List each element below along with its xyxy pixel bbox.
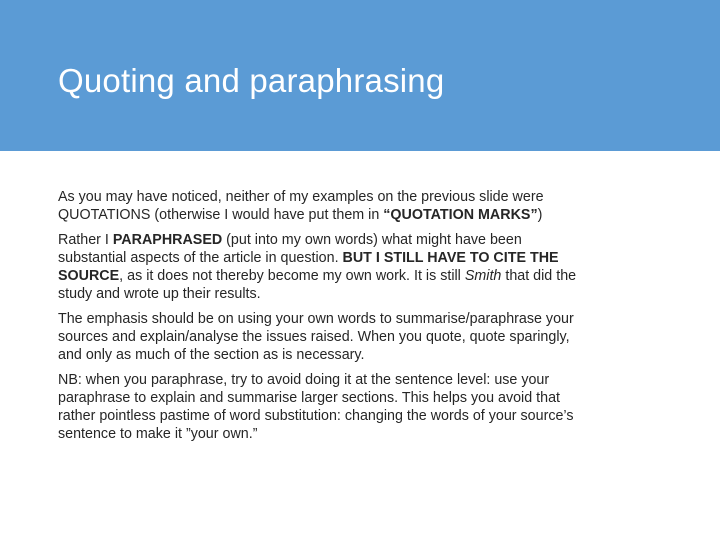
text-run: , as it does not thereby become my own work. It is still xyxy=(119,268,465,284)
text-run: and only as much of the section as is necessary. xyxy=(58,347,365,363)
text-line xyxy=(58,267,668,285)
body-paragraph xyxy=(58,188,668,224)
text-line xyxy=(58,425,668,443)
text-run: (put into my own words) what might have been xyxy=(222,232,522,248)
emphasis-bold-text: PARAPHRASED xyxy=(112,232,223,248)
title-bar xyxy=(0,0,720,151)
emphasis-italic-text: Smith xyxy=(464,268,502,284)
emphasis-bold-text: “QUOTATION MARKS” xyxy=(383,207,538,223)
text-line xyxy=(58,389,668,407)
text-run: (otherwise I would have put them in xyxy=(150,207,384,223)
text-line xyxy=(58,407,668,425)
text-run: that did the xyxy=(501,268,577,284)
text-line xyxy=(58,310,668,328)
text-line xyxy=(58,231,668,249)
text-line xyxy=(58,371,668,389)
text-line xyxy=(58,249,668,267)
body-paragraph xyxy=(58,231,668,303)
text-run: QUOTATIONS xyxy=(58,207,151,223)
text-run: sources and explain/analyse the issues raised. When you quote, quote sparingly, xyxy=(58,329,570,345)
text-line xyxy=(58,346,668,364)
body-paragraph xyxy=(58,371,668,443)
text-run: substantial aspects of the article in question. xyxy=(58,250,343,266)
slide-body xyxy=(58,188,668,450)
text-run: Rather I xyxy=(58,232,113,248)
text-run: study and wrote up their results. xyxy=(58,286,261,302)
slide-title: Quoting and paraphrasing xyxy=(58,62,445,99)
text-line xyxy=(58,206,668,224)
text-line xyxy=(58,328,668,346)
emphasis-bold-text: SOURCE xyxy=(58,268,120,284)
text-run: sentence to make it ”your own.” xyxy=(58,426,258,442)
text-run: rather pointless pastime of word substitution: changing the words of your source’s xyxy=(58,408,574,424)
text-run: paraphrase to explain and summarise larger sections. This helps you avoid that xyxy=(58,390,560,406)
body-paragraph xyxy=(58,310,668,364)
text-line xyxy=(58,188,668,206)
text-run: ) xyxy=(537,207,543,223)
text-run: The emphasis should be on using your own words to summarise/paraphrase your xyxy=(58,311,574,327)
text-run: NB: when you paraphrase, try to avoid doing it at the sentence level: use your xyxy=(58,372,550,388)
text-line xyxy=(58,285,668,303)
emphasis-bold-text: BUT I STILL HAVE TO CITE THE xyxy=(342,250,559,266)
text-run: As you may have noticed, neither of my examples on the previous slide were xyxy=(58,189,544,205)
